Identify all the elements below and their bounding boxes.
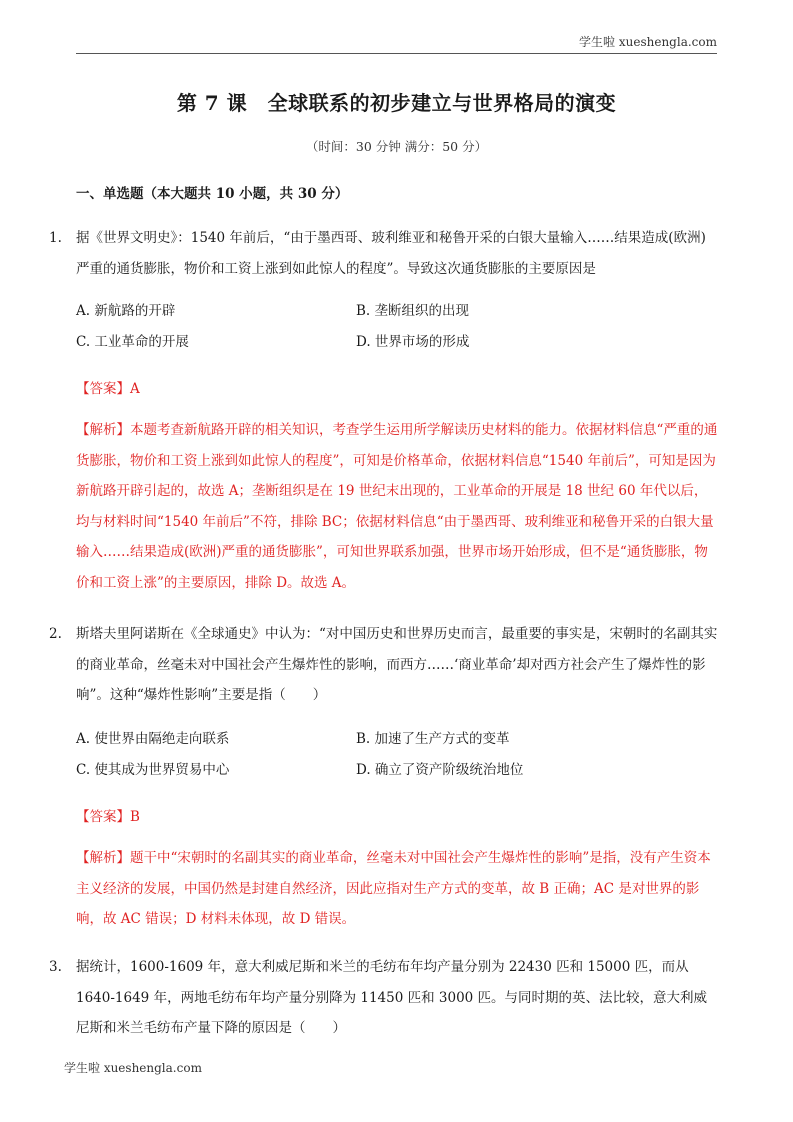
answer-1: 【答案】A xyxy=(76,381,140,397)
option-c[interactable]: C. 使其成为世界贸易中心 xyxy=(76,762,230,778)
section-heading: 一、单选题（本大题共 10 小题，共 30 分） xyxy=(76,186,349,202)
question-1-options xyxy=(76,296,718,358)
question-2 xyxy=(49,619,718,711)
page-subtitle: （时间：30 分钟 满分：50 分） xyxy=(305,139,488,154)
question-3 xyxy=(49,952,718,1044)
question-number: 2. xyxy=(49,626,62,642)
question-number: 1. xyxy=(49,230,62,246)
footer-brand: 学生啦 xueshengla.com xyxy=(64,1061,202,1075)
option-a[interactable]: A. 使世界由隔绝走向联系 xyxy=(76,731,230,747)
option-c[interactable]: C. 工业革命的开展 xyxy=(76,334,189,350)
question-2-options xyxy=(76,724,718,786)
header-divider xyxy=(76,53,717,54)
question-stem: 据统计，1600-1609 年，意大利威尼斯和米兰的毛纺布年均产量分别为 22430 匹和 15000 匹，而从 1640-1649 年，两地毛纺布年均产量分别降为 11450 匹和 3000 匹。与同时期的英、法比较，意大利威尼斯和米兰毛纺布产量下降的原因是（ ） xyxy=(76,959,708,1036)
answer-2: 【答案】B xyxy=(76,809,140,825)
option-d[interactable]: D. 确立了资产阶级统治地位 xyxy=(356,762,524,778)
question-stem: 据《世界文明史》：1540 年前后，“由于墨西哥、玻利维亚和秘鲁开采的白银大量输入……结果造成(欧洲)严重的通货膨胀，物价和工资上涨到如此惊人的程度”。导致这次通货膨胀的主要原因是 xyxy=(76,230,706,277)
option-d[interactable]: D. 世界市场的形成 xyxy=(356,334,470,350)
option-b[interactable]: B. 垄断组织的出现 xyxy=(356,303,470,319)
header-brand: 学生啦 xueshengla.com xyxy=(579,35,717,49)
analysis-2: 【解析】题干中“宋朝时的名副其实的商业革命，丝毫未对中国社会产生爆炸性的影响”是指，没有产生资本主义经济的发展，中国仍然是封建自然经济，因此应指对生产方式的变革，故 B 正确；AC 是对世界的影响，故 AC 错误；D 材料未体现，故 D 错误。 xyxy=(76,850,711,927)
option-a[interactable]: A. 新航路的开辟 xyxy=(76,303,176,319)
question-stem: 斯塔夫里阿诺斯在《全球通史》中认为：“对中国历史和世界历史而言，最重要的事实是，宋朝时的名副其实的商业革命，丝毫未对中国社会产生爆炸性的影响，而西方……‘商业革命’却对西方社会产生了爆炸性的影响”。这种“爆炸性影响”主要是指（ ） xyxy=(76,626,718,703)
question-number: 3. xyxy=(49,959,62,975)
page-title: 第 7 课 全球联系的初步建立与世界格局的演变 xyxy=(176,91,617,115)
question-1 xyxy=(49,223,718,284)
option-b[interactable]: B. 加速了生产方式的变革 xyxy=(356,731,510,747)
analysis-1: 【解析】本题考查新航路开辟的相关知识，考查学生运用所学解读历史材料的能力。依据材料信息“严重的通货膨胀，物价和工资上涨到如此惊人的程度”，可知是价格革命，依据材料信息“1540 年前后”，可知是因为新航路开辟引起的，故选 A；垄断组织是在 19 世纪末出现的，工业革命的开展是 18 世纪 60 年代以后，均与材料时间“1540 年前后”不符，排除 BC；依据材料信息“由于墨西哥、玻利维亚和秘鲁开采的白银大量输入……结果造成(欧洲)严重的通货膨胀”，可知世界联系加强，世界市场开始形成，但不是“通货膨胀，物价和工资上涨”的主要原因，排除 D。故选 A。 xyxy=(76,422,718,591)
